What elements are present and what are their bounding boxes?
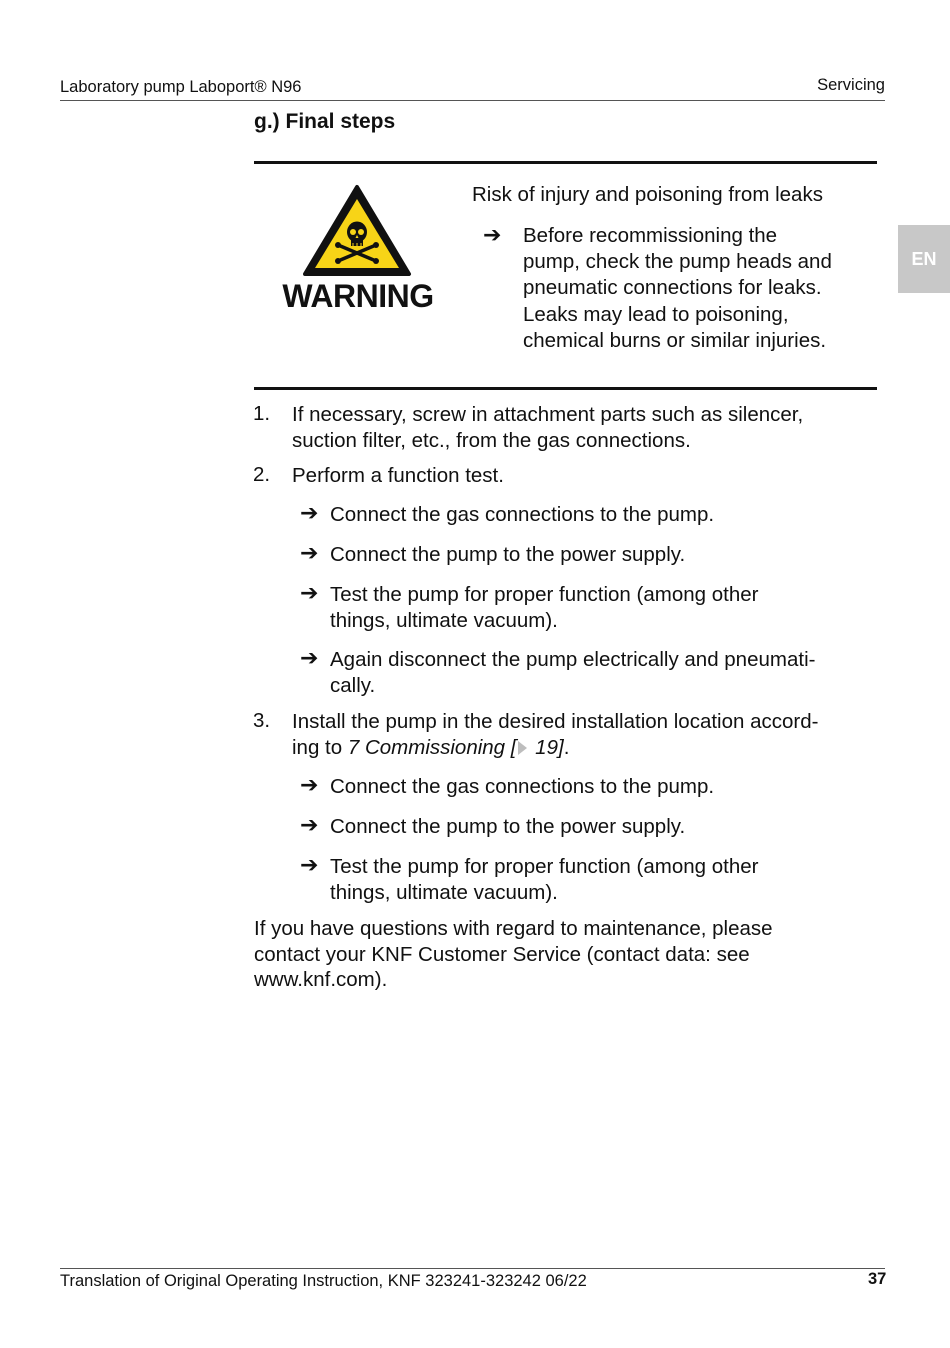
- step-3-sub-3-line: things, ultimate vacuum).: [330, 881, 558, 904]
- warning-bottom-rule: [254, 387, 877, 390]
- step-3-sub-3: [330, 854, 758, 906]
- arrow-icon: ➔: [300, 580, 319, 605]
- arrow-icon: ➔: [300, 540, 319, 565]
- warning-text-line: Before recommissioning the: [523, 224, 778, 247]
- step-1-text: [292, 402, 803, 454]
- footer-divider: [60, 1268, 885, 1269]
- header-document-title: Laboratory pump Laboport® N96: [60, 78, 302, 96]
- warning-arrow-icon: ➔: [483, 222, 502, 247]
- step-2-sub-3-line: things, ultimate vacuum).: [330, 609, 558, 632]
- footer-text: Translation of Original Operating Instruction, KNF 323241-323242 06/22: [60, 1272, 587, 1290]
- header-chapter-title: Servicing: [817, 76, 885, 94]
- step-2-sub-2: Connect the pump to the power supply.: [330, 543, 686, 566]
- step-3-sub-1: Connect the gas connections to the pump.: [330, 775, 715, 798]
- step-2-sub-3-line: Test the pump for proper function (among other: [330, 583, 759, 606]
- warning-text-line: Leaks may lead to poisoning,: [523, 302, 789, 326]
- step-2-sub-3: [330, 582, 758, 634]
- commissioning-link-text: 7 Commissioning [: [347, 736, 517, 759]
- section-title: g.) Final steps: [254, 110, 396, 133]
- warning-title: Risk of injury and poisoning from leaks: [472, 183, 823, 206]
- step-2-sub-4-line: Again disconnect the pump electrically and pneumati-: [330, 648, 816, 671]
- step-1-number: 1.: [253, 402, 271, 425]
- warning-text: [523, 223, 883, 354]
- arrow-icon: ➔: [300, 500, 319, 525]
- warning-text-line: pump, check the pump heads and: [523, 250, 832, 274]
- header-divider: [60, 100, 885, 101]
- step-3-prefix: ing to: [292, 736, 348, 759]
- warning-text-line: pneumatic connections for leaks.: [523, 276, 822, 300]
- commissioning-link-page: 19]: [529, 736, 564, 759]
- page-reference-icon: [518, 741, 527, 755]
- step-2-number: 2.: [253, 463, 271, 486]
- arrow-icon: ➔: [300, 645, 319, 670]
- step-1-line: If necessary, screw in attachment parts such as silencer,: [292, 403, 804, 426]
- commissioning-link[interactable]: [348, 736, 564, 759]
- arrow-icon: ➔: [300, 772, 319, 797]
- closing-line: contact your KNF Customer Service (contact data: see: [254, 942, 750, 966]
- step-2-sub-4-line: cally.: [330, 674, 376, 697]
- language-tab: EN: [898, 225, 950, 293]
- toxic-skull-warning-icon: [302, 184, 412, 278]
- step-1-line: suction filter, etc., from the gas connections.: [292, 429, 691, 452]
- arrow-icon: ➔: [300, 812, 319, 837]
- step-3-line: Install the pump in the desired installation location accord-: [292, 710, 819, 733]
- warning-top-rule: [254, 161, 877, 164]
- closing-line: www.knf.com).: [254, 968, 388, 991]
- step-3-sub-3-line: Test the pump for proper function (among other: [330, 855, 759, 878]
- warning-label: WARNING: [282, 278, 434, 314]
- closing-paragraph: [254, 916, 773, 993]
- closing-line: If you have questions with regard to maintenance, please: [254, 917, 773, 940]
- step-3-number: 3.: [253, 709, 271, 732]
- step-3-suffix: .: [563, 736, 570, 759]
- step-3-sub-2: Connect the pump to the power supply.: [330, 815, 686, 838]
- step-2-text: Perform a function test.: [292, 464, 504, 487]
- step-3-line: [292, 735, 818, 761]
- step-2-sub-4: [330, 647, 815, 699]
- warning-text-line: chemical burns or similar injuries.: [523, 328, 827, 352]
- arrow-icon: ➔: [300, 852, 319, 877]
- step-2-sub-1: Connect the gas connections to the pump.: [330, 503, 715, 526]
- step-3-text: [292, 709, 818, 761]
- page-number: 37: [868, 1270, 887, 1288]
